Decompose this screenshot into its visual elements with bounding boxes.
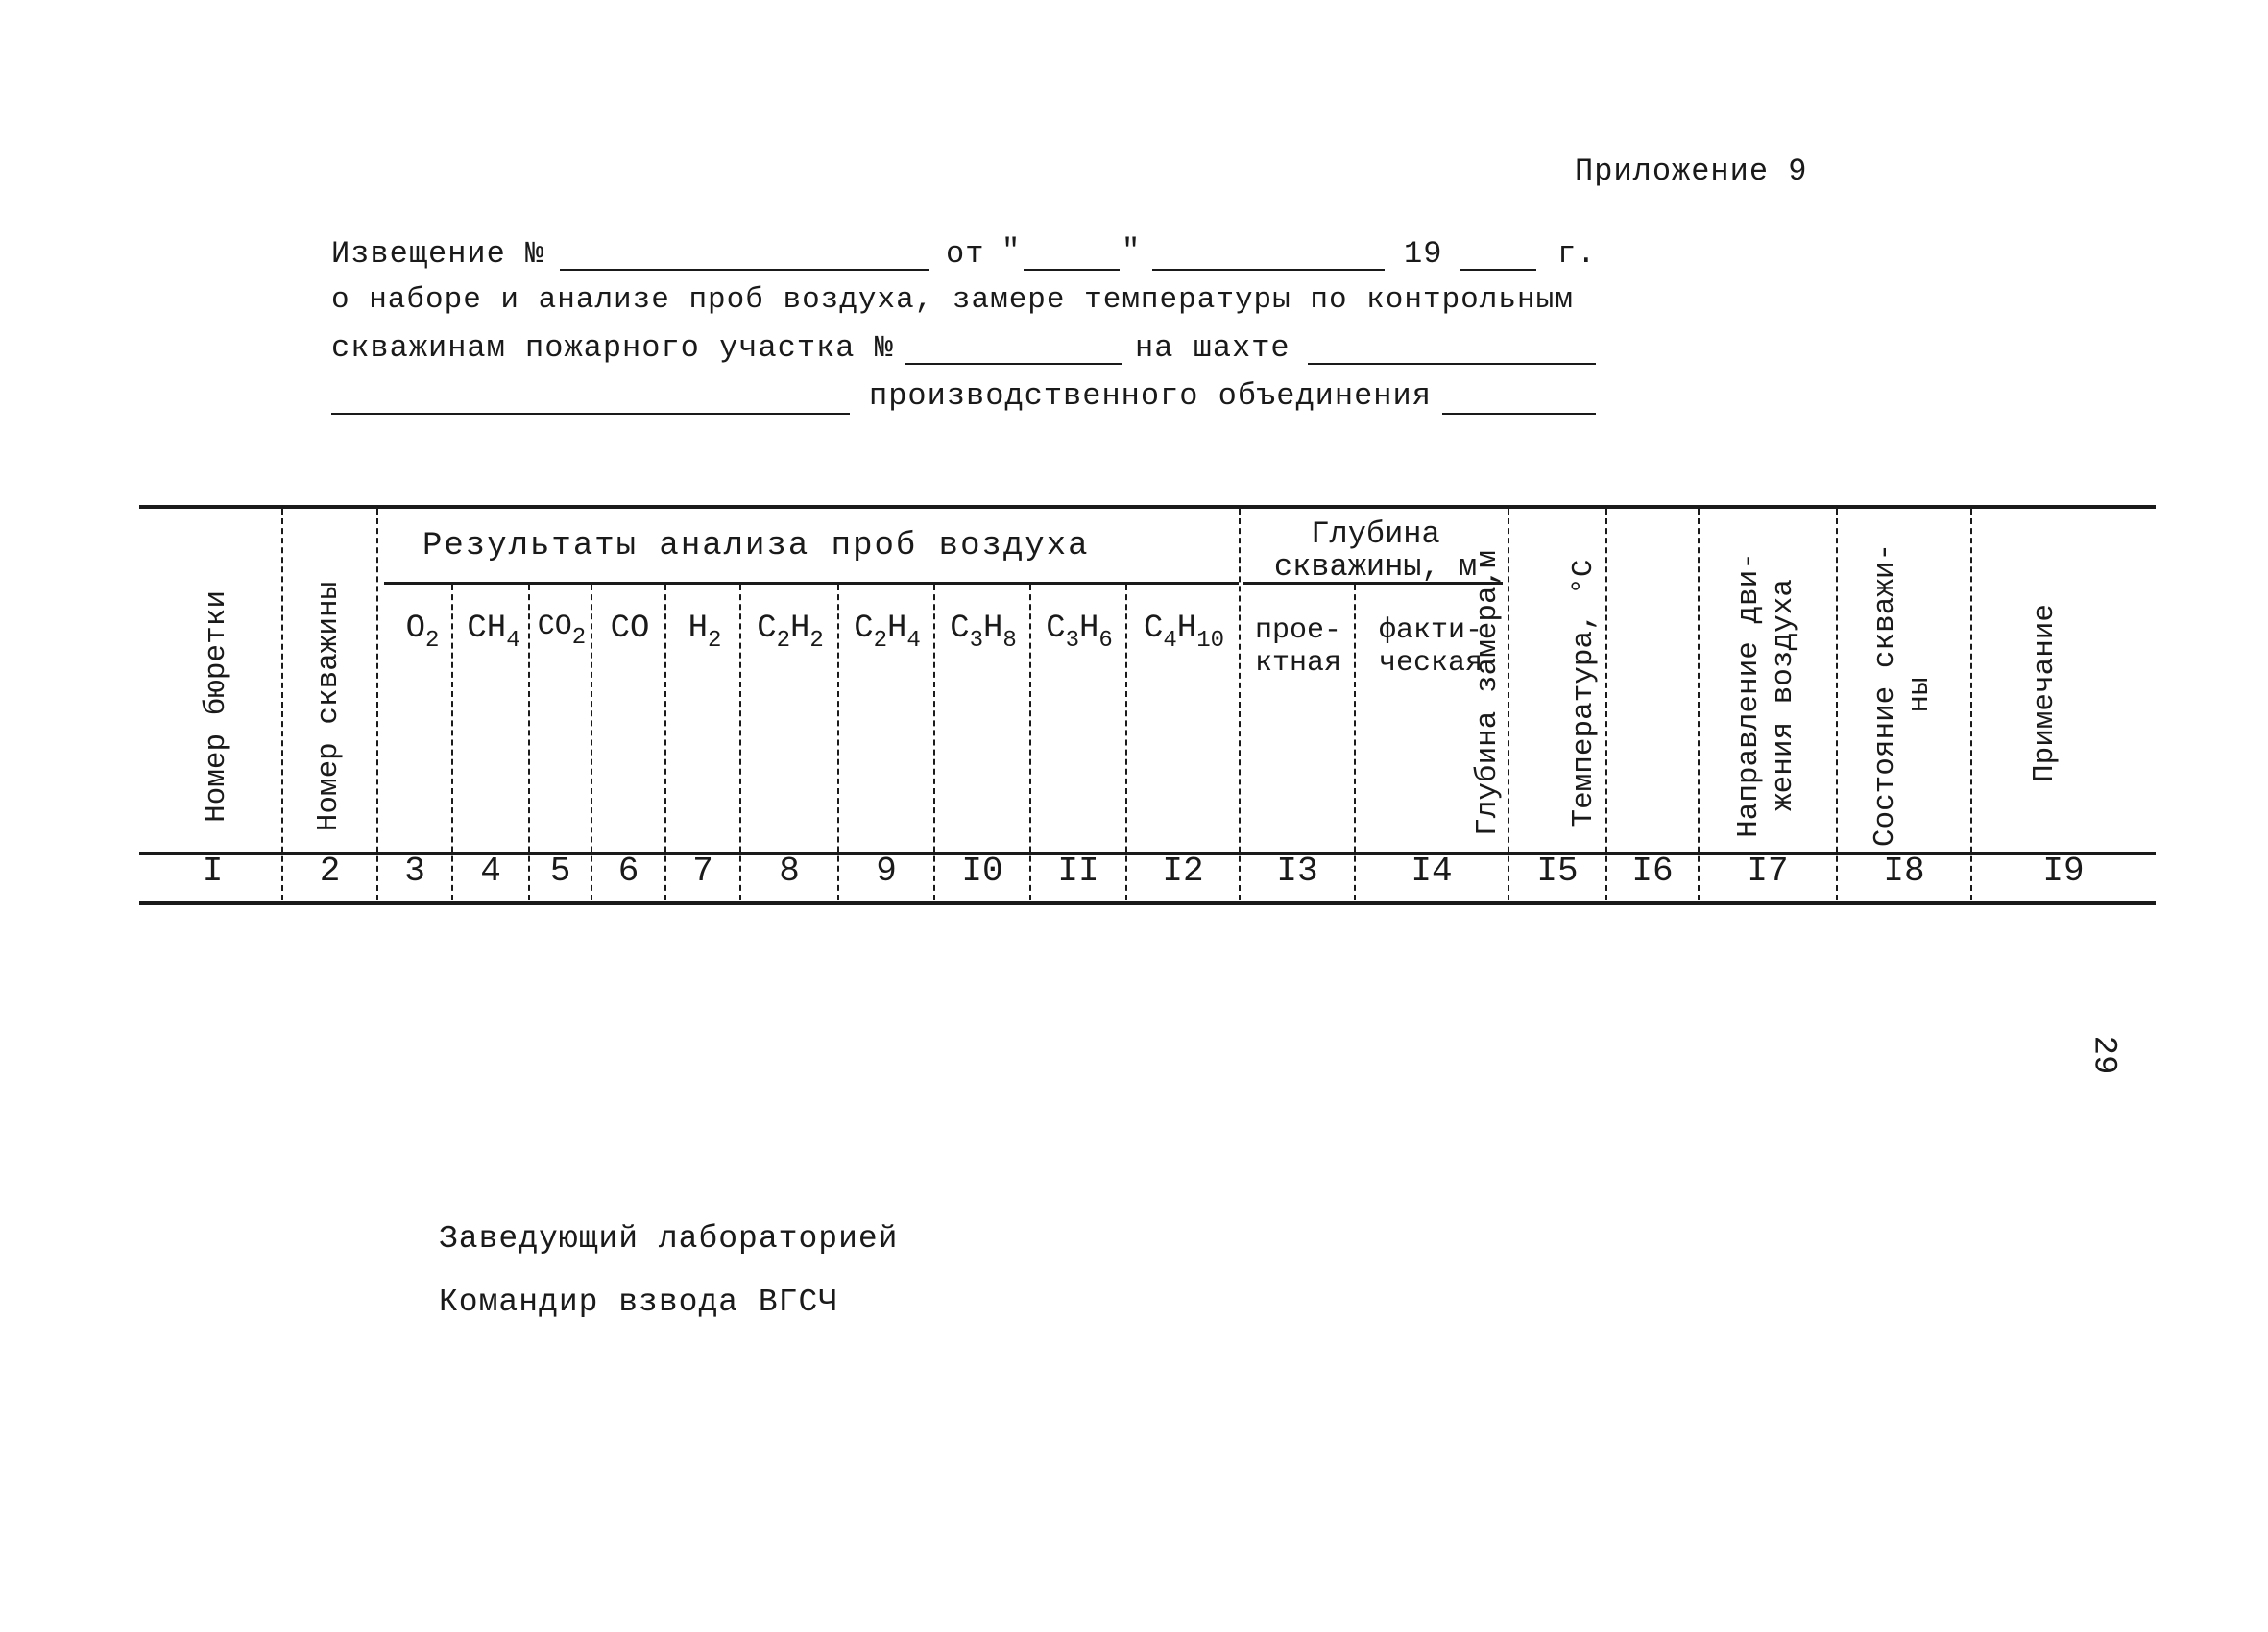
gas-c3h6: $C_3H_6$: [1046, 611, 1113, 654]
gas-ch4: $CH_4$: [467, 611, 520, 654]
notice-label: Извещение №: [331, 236, 545, 272]
mine-label: на шахте: [1135, 330, 1291, 366]
gas-c4h10: $C_4H_{10}$: [1143, 611, 1225, 654]
col-separator: [1970, 509, 1972, 900]
year-field: [1460, 269, 1536, 271]
header-line-4: производственного объединения: [869, 378, 1432, 414]
col-separator: [281, 509, 283, 900]
from-label: от: [946, 236, 985, 272]
header-line-3: скважинам пожарного участка №: [331, 330, 894, 366]
col-number: 9: [876, 852, 897, 891]
col-number: 5: [549, 852, 571, 891]
col-number: I6: [1631, 852, 1674, 891]
col-number: 7: [692, 852, 713, 891]
depth-design-header: прое- ктная: [1254, 614, 1341, 680]
col-number: 2: [319, 852, 341, 891]
col-temperature-header: Температура, °C: [1567, 559, 1601, 828]
association-field: [1442, 413, 1596, 415]
lab-head-signature: Заведующий лабораторией: [439, 1221, 899, 1257]
analysis-group-rule: [384, 582, 1239, 585]
col-note-header: Примечание: [2028, 603, 2062, 783]
col-number: 6: [617, 852, 639, 891]
notice-number-field: [560, 269, 929, 271]
depth-group-header: Глубина скважины, м: [1273, 516, 1478, 585]
col-direction-header: Направление дви- жения воздуха: [1732, 552, 1800, 838]
col-separator: [376, 509, 378, 900]
analysis-group-header: Результаты анализа проб воздуха: [422, 528, 1090, 564]
gas-o2: $O_2$: [405, 611, 440, 654]
col-number: 3: [404, 852, 425, 891]
col-burette-header: Номер бюретки: [200, 590, 233, 823]
table-top-rule: [139, 505, 2156, 509]
page-number: 29: [2085, 1035, 2122, 1075]
platoon-commander-signature: Командир взвода ВГСЧ: [439, 1284, 839, 1320]
col-separator: [1239, 509, 1241, 900]
col-number: I: [202, 852, 224, 891]
table-bottom-rule: [139, 901, 2156, 905]
site-number-field: [905, 363, 1122, 365]
year-prefix: 19: [1404, 236, 1443, 272]
association-prefix-field: [331, 413, 850, 415]
header-line-2: о наборе и анализе проб воздуха, замере температуры по контрольным: [331, 283, 1574, 317]
col-separator: [1836, 509, 1838, 900]
col-separator: [1605, 509, 1607, 900]
col-number: I3: [1276, 852, 1318, 891]
quote-open: ": [1001, 233, 1022, 269]
quote-close: ": [1122, 233, 1142, 269]
appendix-label: Приложение 9: [1575, 154, 1808, 189]
year-suffix: г.: [1557, 236, 1597, 272]
depth-actual-header: факти- ческая: [1378, 614, 1484, 680]
col-number: I5: [1536, 852, 1579, 891]
col-separator: [1508, 509, 1509, 900]
gas-co: CO: [610, 611, 650, 647]
col-number: I8: [1883, 852, 1925, 891]
gas-h2: $H_2$: [688, 611, 722, 654]
gas-c2h4: $C_2H_4$: [854, 611, 921, 654]
mine-field: [1308, 363, 1596, 365]
gas-c3h8: $C_3H_8$: [950, 611, 1017, 654]
col-number: I9: [2042, 852, 2085, 891]
gas-c2h2: $C_2H_2$: [757, 611, 824, 654]
col-number: II: [1057, 852, 1099, 891]
day-field: [1024, 269, 1120, 271]
col-number: 4: [480, 852, 501, 891]
col-well-header: Номер скважины: [312, 581, 346, 832]
month-field: [1152, 269, 1385, 271]
col-state-header: Состояние скважи- ны: [1869, 542, 1937, 848]
col-number: 8: [779, 852, 800, 891]
col-number: I4: [1411, 852, 1453, 891]
col-number: I0: [961, 852, 1003, 891]
col-measure-depth-header: Глубина замера,м: [1471, 550, 1505, 836]
col-number: I7: [1747, 852, 1789, 891]
gas-co2: $CO_2$: [537, 611, 587, 651]
col-separator: [1698, 509, 1700, 900]
col-number: I2: [1162, 852, 1204, 891]
